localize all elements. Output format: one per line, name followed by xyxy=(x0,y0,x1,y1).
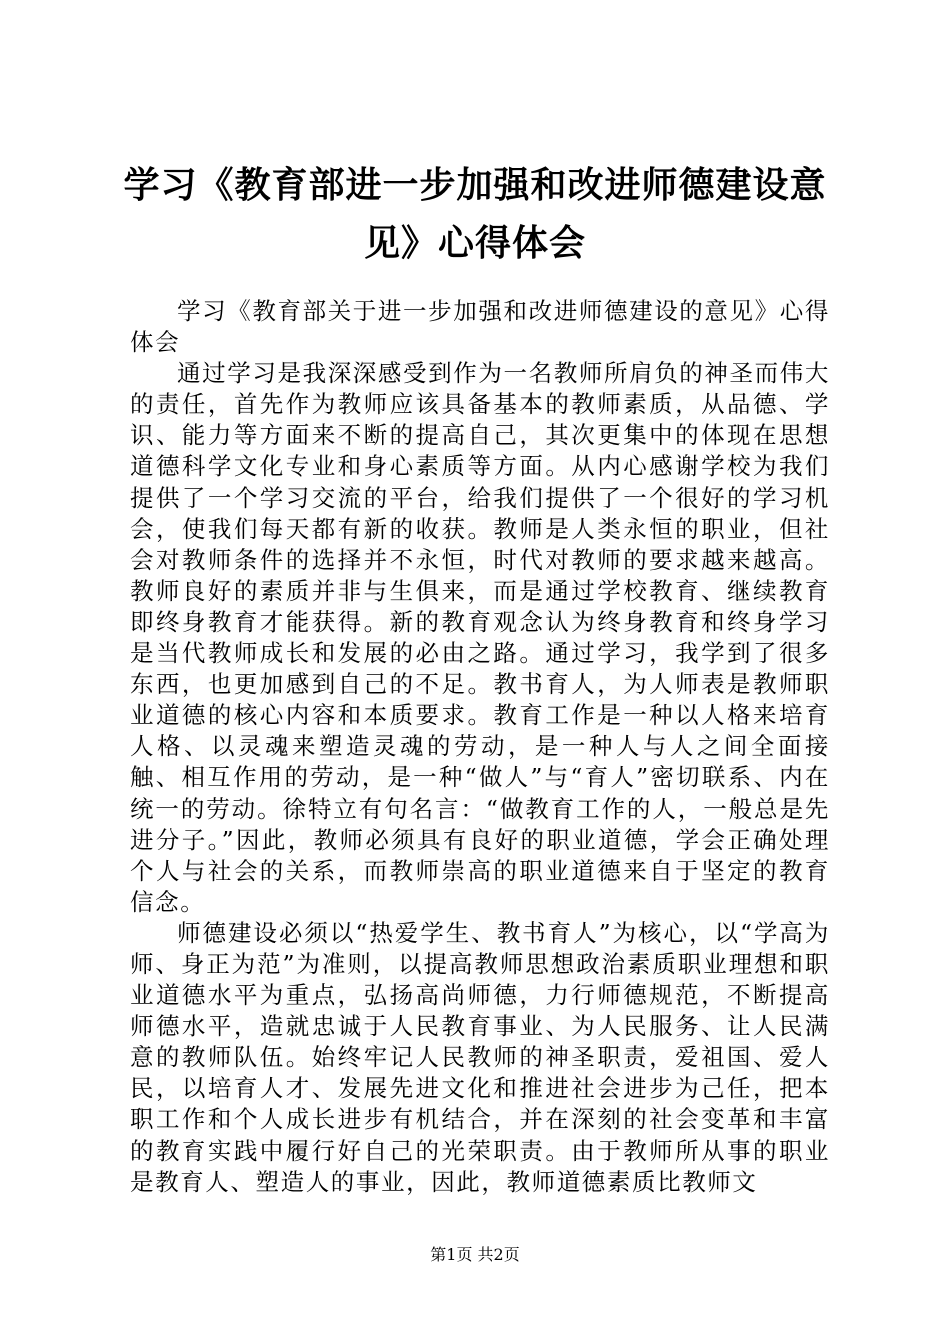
document-title xyxy=(110,156,840,272)
paragraph-subtitle: 学习《教育部关于进一步加强和改进师德建设的意见》心得体会 xyxy=(130,297,830,357)
paragraph: 师德建设必须以“热爱学生、教书育人”为核心，以“学高为师、身正为范”为准则，以提高教师思想政治素质职业理想和职业道德水平为重点，弘扬高尚师德，力行师德规范，不断提高师德水平，造就忠诚于人民教育事业、为人民服务、让人民满意的教师队伍。始终牢记人民教师的神圣职责，爱祖国、爱人民，以培育人才、发展先进文化和推进社会进步为己任，把本职工作和个人成长进步有机结合，并在深刻的社会变革和丰富的教育实践中履行好自己的光荣职责。由于教师所从事的职业是教育人、塑造人的事业，因此，教师道德素质比教师文 xyxy=(130,918,830,1196)
document-body xyxy=(130,296,830,1198)
title-line-2: 见》心得体会 xyxy=(363,222,586,264)
title-line-1: 学习《教育部进一步加强和改进师德建设意 xyxy=(123,164,827,206)
page-footer: 第1页 共2页 xyxy=(430,1245,520,1264)
paragraph: 通过学习是我深深感受到作为一名教师所肩负的神圣而伟大的责任，首先作为教师应该具备基本的教师素质，从品德、学识、能力等方面来不断的提高自己，其次更集中的体现在思想道德科学文化专业和身心素质等方面。从内心感谢学校为我们提供了一个学习交流的平台，给我们提供了一个很好的学习机会，使我们每天都有新的收获。教师是人类永恒的职业，但社会对教师条件的选择并不永恒，时代对教师的要求越来越高。教师良好的素质并非与生俱来，而是通过学校教育、继续教育即终身教育才能获得。新的教育观念认为终身教育和终身学习是当代教师成长和发展的必由之路。通过学习，我学到了很多东西，也更加感到自己的不足。教书育人，为人师表是教师职业道德的核心内容和本质要求。教育工作是一种以人格来培育人格、以灵魂来塑造灵魂的劳动，是一种人与人之间全面接触、相互作用的劳动，是一种“做人”与“育人”密切联系、内在统一的劳动。徐特立有句名言：“做教育工作的人，一般总是先进分子。”因此，教师必须具有良好的职业道德，学会正确处理个人与社会的关系，而教师崇高的职业道德来自于坚定的教育信念。 xyxy=(130,359,830,916)
